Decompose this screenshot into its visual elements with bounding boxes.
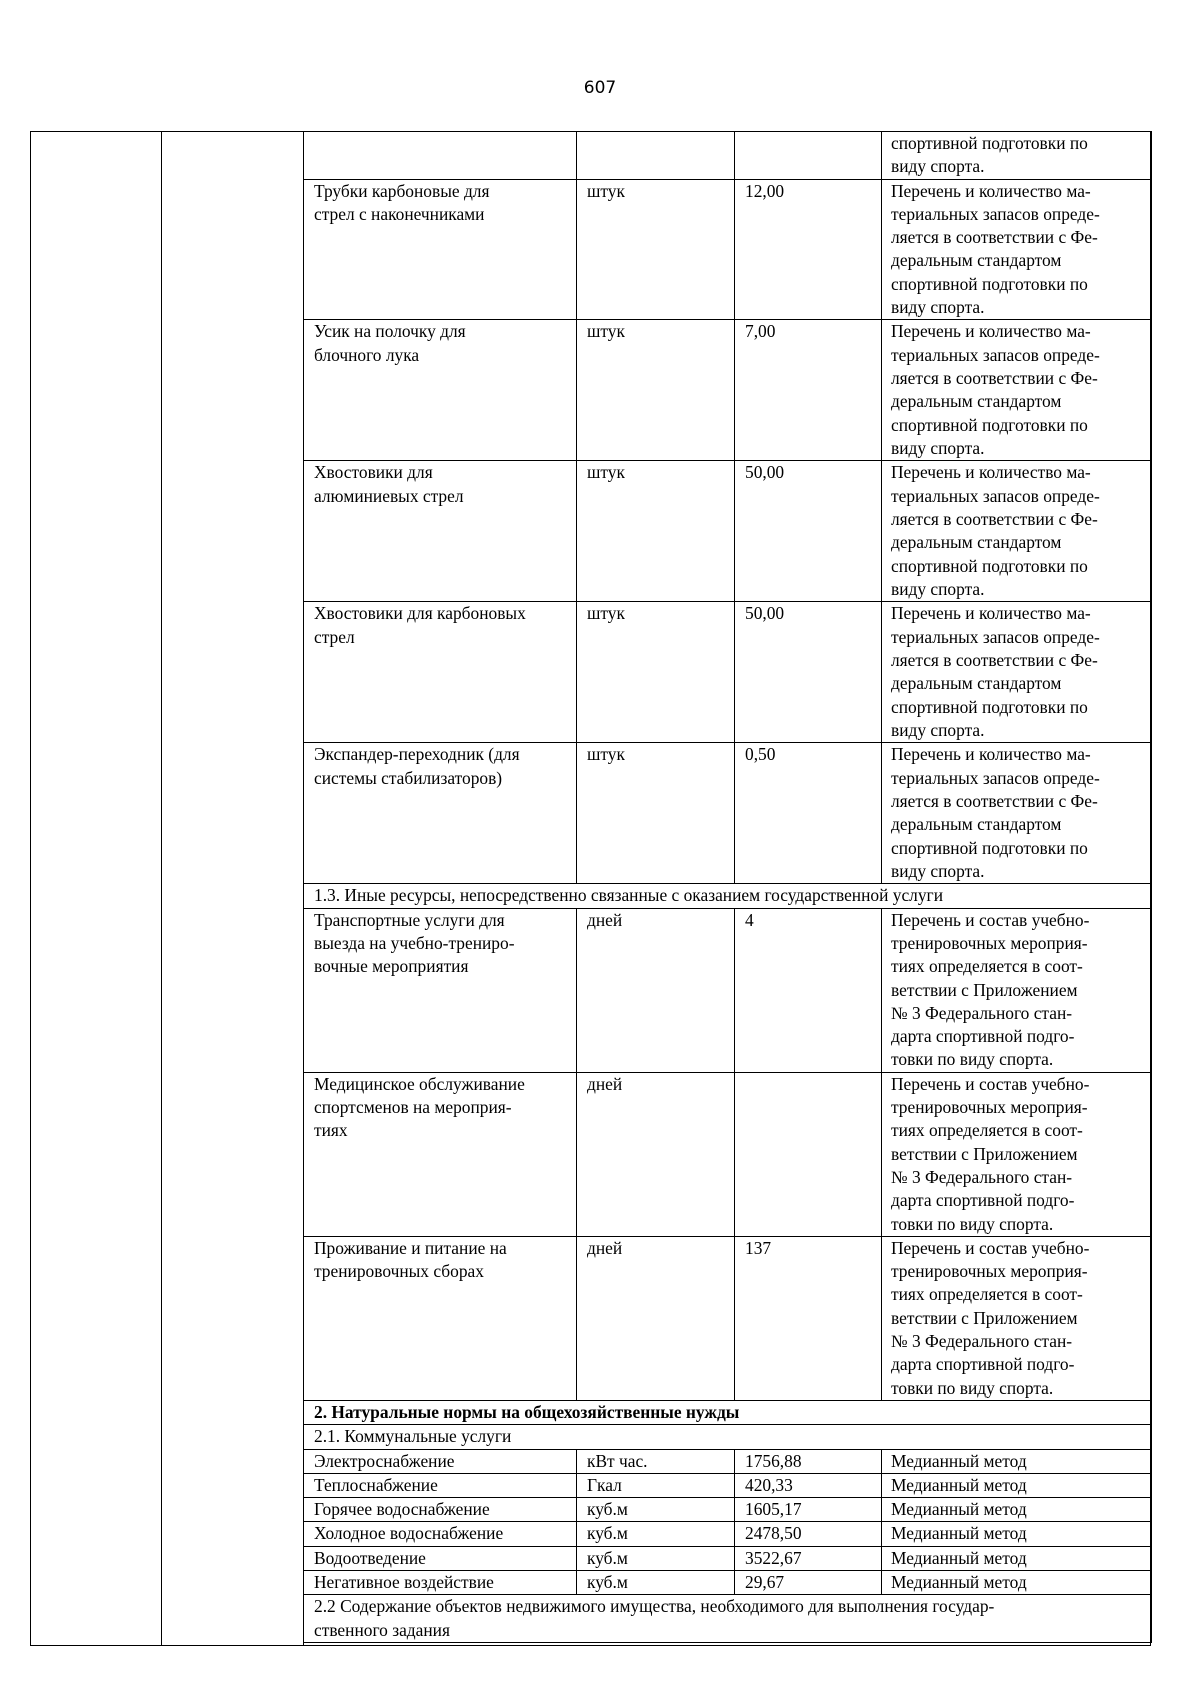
name-cell: Негативное воздействие [304, 1570, 577, 1594]
unit-cell: куб.м [577, 1498, 735, 1522]
note-cell: Перечень и количество ма- териальных запасов опреде- ляется в соответствии с Фе- деральным стандартом спортивной подготовки по виду спорта. [882, 179, 1152, 320]
name-cell: Водоотведение [304, 1546, 577, 1570]
table-row [304, 179, 1152, 320]
unit-cell: куб.м [577, 1570, 735, 1594]
section-row [304, 1595, 1152, 1643]
name-cell: Транспортные услуги для выезда на учебно-трениро- вочные мероприятия [304, 908, 577, 1072]
unit-cell: штук [577, 179, 735, 320]
section-row [304, 884, 1152, 908]
table-row [304, 1546, 1152, 1570]
table-row [304, 1473, 1152, 1497]
name-cell: Теплоснабжение [304, 1473, 577, 1497]
unit-cell [577, 132, 735, 180]
note-cell: Перечень и количество ма- териальных запасов опреде- ляется в соответствии с Фе- деральным стандартом спортивной подготовки по виду спорта. [882, 461, 1152, 602]
value-cell: 3522,67 [735, 1546, 882, 1570]
note-cell: Медианный метод [882, 1570, 1152, 1594]
table-row [304, 1498, 1152, 1522]
column-divider-1 [161, 131, 162, 1646]
unit-cell: штук [577, 461, 735, 602]
note-cell: Медианный метод [882, 1473, 1152, 1497]
value-cell: 2478,50 [735, 1522, 882, 1546]
name-cell: Хвостовики для алюминиевых стрел [304, 461, 577, 602]
unit-cell: дней [577, 908, 735, 1072]
value-cell: 29,67 [735, 1570, 882, 1594]
name-cell: Трубки карбоновые для стрел с наконечниками [304, 179, 577, 320]
section-heading: 1.3. Иные ресурсы, непосредственно связанные с оказанием государственной услуги [304, 884, 1152, 908]
page-number: 607 [583, 78, 617, 98]
note-cell: Перечень и состав учебно- тренировочных мероприя- тиях определяется в соот- ветствии с Приложением № 3 Федерального стан- дарта спортивной подго- товки по виду спорта. [882, 908, 1152, 1072]
section-row [304, 1400, 1152, 1424]
name-cell: Горячее водоснабжение [304, 1498, 577, 1522]
value-cell: 1756,88 [735, 1449, 882, 1473]
note-cell: Перечень и количество ма- териальных запасов опреде- ляется в соответствии с Фе- деральным стандартом спортивной подготовки по виду спорта. [882, 320, 1152, 461]
table-row [304, 602, 1152, 743]
section-heading: 2. Натуральные нормы на общехозяйственные нужды [304, 1400, 1152, 1424]
name-cell: Усик на полочку для блочного лука [304, 320, 577, 461]
table-row [304, 1236, 1152, 1400]
unit-cell: куб.м [577, 1546, 735, 1570]
name-cell: Хвостовики для карбоновых стрел [304, 602, 577, 743]
note-cell: Медианный метод [882, 1546, 1152, 1570]
name-cell: Проживание и питание на тренировочных сборах [304, 1236, 577, 1400]
unit-cell: дней [577, 1236, 735, 1400]
note-cell: Перечень и количество ма- териальных запасов опреде- ляется в соответствии с Фе- деральным стандартом спортивной подготовки по виду спорта. [882, 602, 1152, 743]
subsection-heading: 2.1. Коммунальные услуги [304, 1425, 1152, 1449]
note-cell: Перечень и состав учебно- тренировочных мероприя- тиях определяется в соот- ветствии с Приложением № 3 Федерального стан- дарта спортивной подго- товки по виду спорта. [882, 1072, 1152, 1236]
name-cell: Экспандер-переходник (для системы стабилизаторов) [304, 743, 577, 884]
table-row [304, 461, 1152, 602]
table-row [304, 1570, 1152, 1594]
note-cell: Медианный метод [882, 1522, 1152, 1546]
value-cell: 7,00 [735, 320, 882, 461]
unit-cell: штук [577, 743, 735, 884]
table-row [304, 908, 1152, 1072]
norms-table [303, 131, 1152, 1643]
name-cell [304, 132, 577, 180]
table-row [304, 320, 1152, 461]
value-cell: 12,00 [735, 179, 882, 320]
note-cell: Медианный метод [882, 1498, 1152, 1522]
value-cell [735, 1072, 882, 1236]
value-cell: 4 [735, 908, 882, 1072]
subsection-heading: 2.2 Содержание объектов недвижимого имущества, необходимого для выполнения государ- ственного задания [304, 1595, 1152, 1643]
table-row [304, 743, 1152, 884]
name-cell: Холодное водоснабжение [304, 1522, 577, 1546]
unit-cell: штук [577, 320, 735, 461]
value-cell: 50,00 [735, 461, 882, 602]
value-cell: 50,00 [735, 602, 882, 743]
section-row [304, 1425, 1152, 1449]
value-cell: 420,33 [735, 1473, 882, 1497]
note-cell: спортивной подготовки по виду спорта. [882, 132, 1152, 180]
unit-cell: штук [577, 602, 735, 743]
unit-cell: куб.м [577, 1522, 735, 1546]
value-cell: 1605,17 [735, 1498, 882, 1522]
note-cell: Перечень и состав учебно- тренировочных мероприя- тиях определяется в соот- ветствии с Приложением № 3 Федерального стан- дарта спортивной подго- товки по виду спорта. [882, 1236, 1152, 1400]
table-row [304, 1522, 1152, 1546]
value-cell [735, 132, 882, 180]
table-row [304, 1449, 1152, 1473]
unit-cell: дней [577, 1072, 735, 1236]
unit-cell: кВт час. [577, 1449, 735, 1473]
table-row [304, 132, 1152, 180]
name-cell: Электроснабжение [304, 1449, 577, 1473]
note-cell: Медианный метод [882, 1449, 1152, 1473]
value-cell: 0,50 [735, 743, 882, 884]
table-row [304, 1072, 1152, 1236]
name-cell: Медицинское обслуживание спортсменов на мероприя- тиях [304, 1072, 577, 1236]
note-cell: Перечень и количество ма- териальных запасов опреде- ляется в соответствии с Фе- деральным стандартом спортивной подготовки по виду спорта. [882, 743, 1152, 884]
unit-cell: Гкал [577, 1473, 735, 1497]
value-cell: 137 [735, 1236, 882, 1400]
